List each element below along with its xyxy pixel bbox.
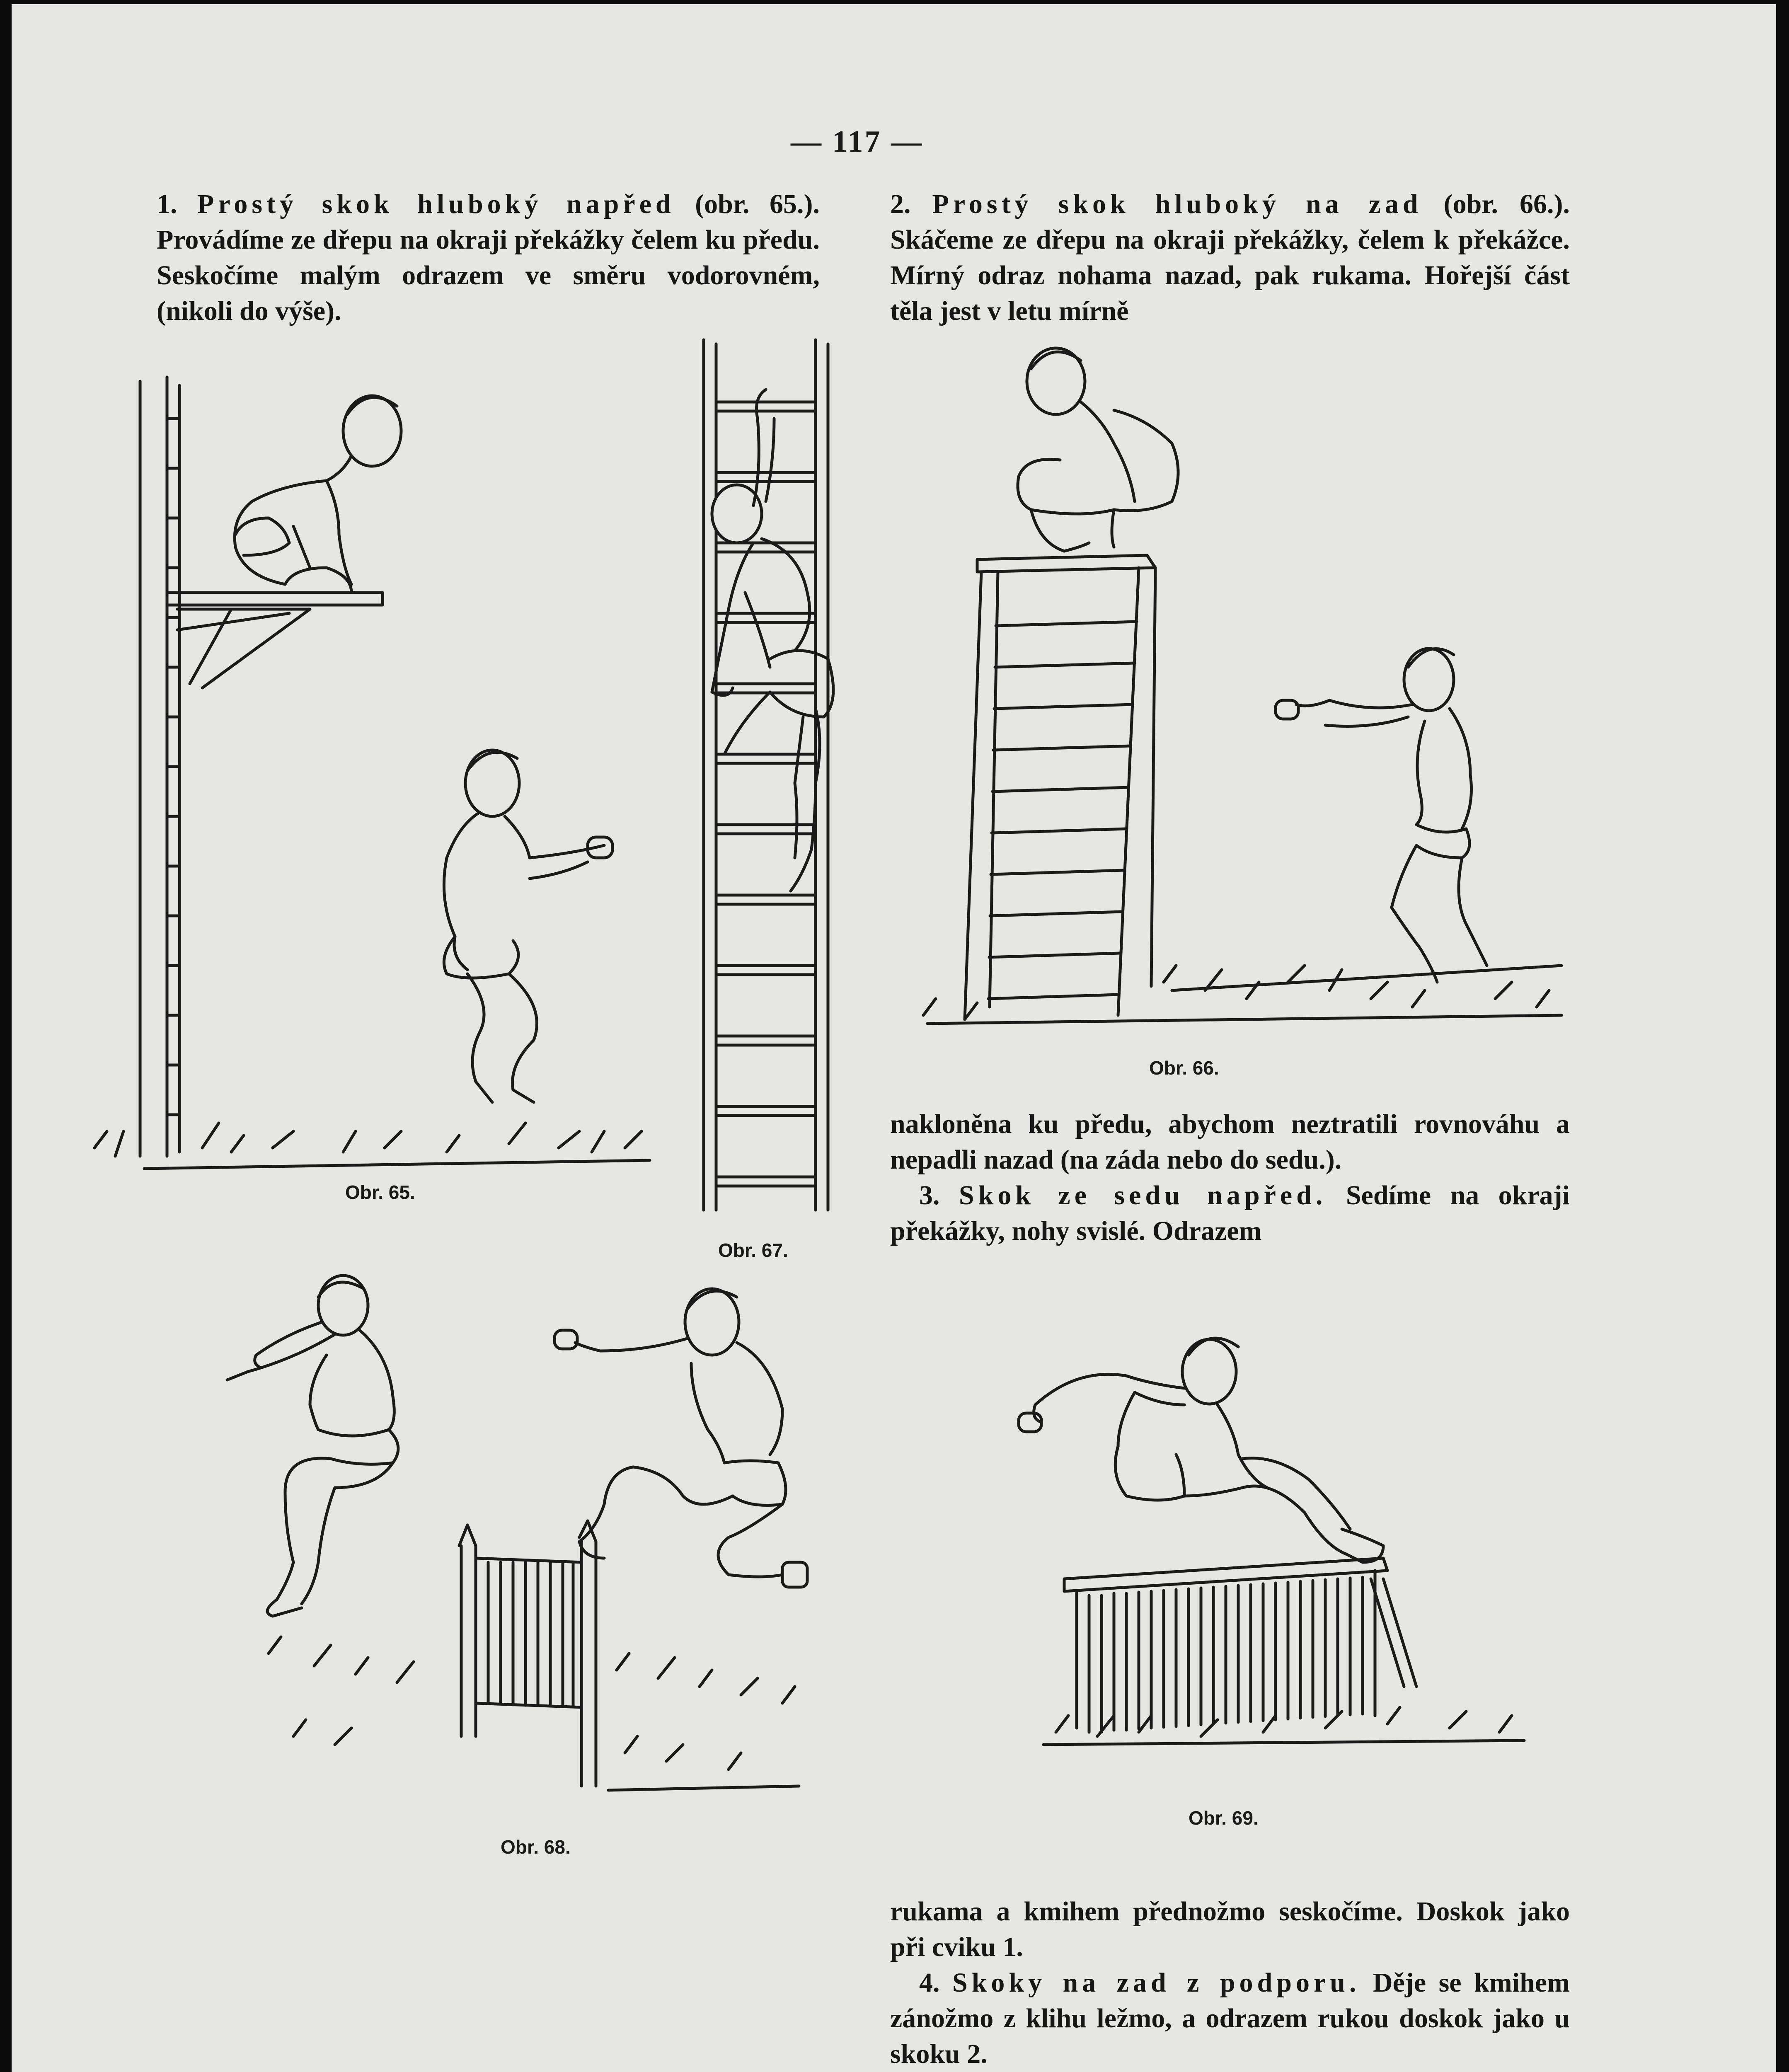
figure-65-caption: Obr. 65.: [345, 1181, 415, 1203]
paragraph-3: [890, 1178, 1570, 1249]
book-page: [12, 4, 1776, 2072]
paragraph-3-heading: Skok ze sedu napřed.: [959, 1180, 1327, 1210]
paragraph-3-body: Sedíme na okraji překážky, nohy svislé. Odrazem: [890, 1180, 1570, 1246]
paragraph-4-body: Děje se kmihem zánožmo z klihu ležmo, a odrazem rukou doskok jako u skoku 2.: [890, 1968, 1570, 2069]
paragraph-4: [890, 1965, 1570, 2072]
paragraph-2-heading: Prostý skok hluboký na zad: [932, 189, 1422, 219]
paragraph-2: [890, 186, 1570, 329]
paragraph-2-continuation: nakloněna ku předu, abychom neztratili rovnováhu a nepadli nazad (na záda nebo do sedu.).: [890, 1109, 1570, 1175]
paragraph-4-number: 4.: [919, 1968, 940, 1998]
paragraph-1-heading: Prostý skok hluboký napřed: [197, 189, 675, 219]
page-number: — 117 —: [791, 125, 923, 159]
figure-66-caption: Obr. 66.: [1149, 1057, 1219, 1079]
figure-66-illustration: [915, 336, 1574, 1040]
figure-67-illustration: [691, 336, 849, 1222]
paragraph-2-body: (obr. 66.). Skáčeme ze dřepu na okraji překážky, čelem k překážce. Mírný odraz nohama nazad, pak rukama. Hořejší část těla jest v letu mírně: [890, 189, 1570, 326]
figure-68-illustration: [211, 1272, 840, 1823]
figure-68-caption: Obr. 68.: [501, 1836, 571, 1858]
figure-65-illustration: [94, 361, 666, 1181]
paragraph-4-heading: Skoky na zad z podporu.: [952, 1968, 1361, 1998]
paragraph-3-continuation: rukama a kmihem přednožmo seskočíme. Doskok jako při cviku 1.: [890, 1896, 1570, 1962]
paragraph-1-body: (obr. 65.). Provádíme ze dřepu na okraji překážky čelem ku předu. Seskočíme malým odrazem ve směru vodorovném, (nikoli do výše).: [157, 189, 820, 326]
paragraph-3-number: 3.: [919, 1180, 940, 1210]
paragraph-1-number: 1.: [157, 189, 177, 219]
figure-67-caption: Obr. 67.: [718, 1239, 788, 1261]
paragraph-2-number: 2.: [890, 189, 911, 219]
paragraph-1: [157, 186, 820, 329]
figure-69-caption: Obr. 69.: [1189, 1807, 1259, 1829]
figure-69-illustration: [952, 1322, 1545, 1811]
